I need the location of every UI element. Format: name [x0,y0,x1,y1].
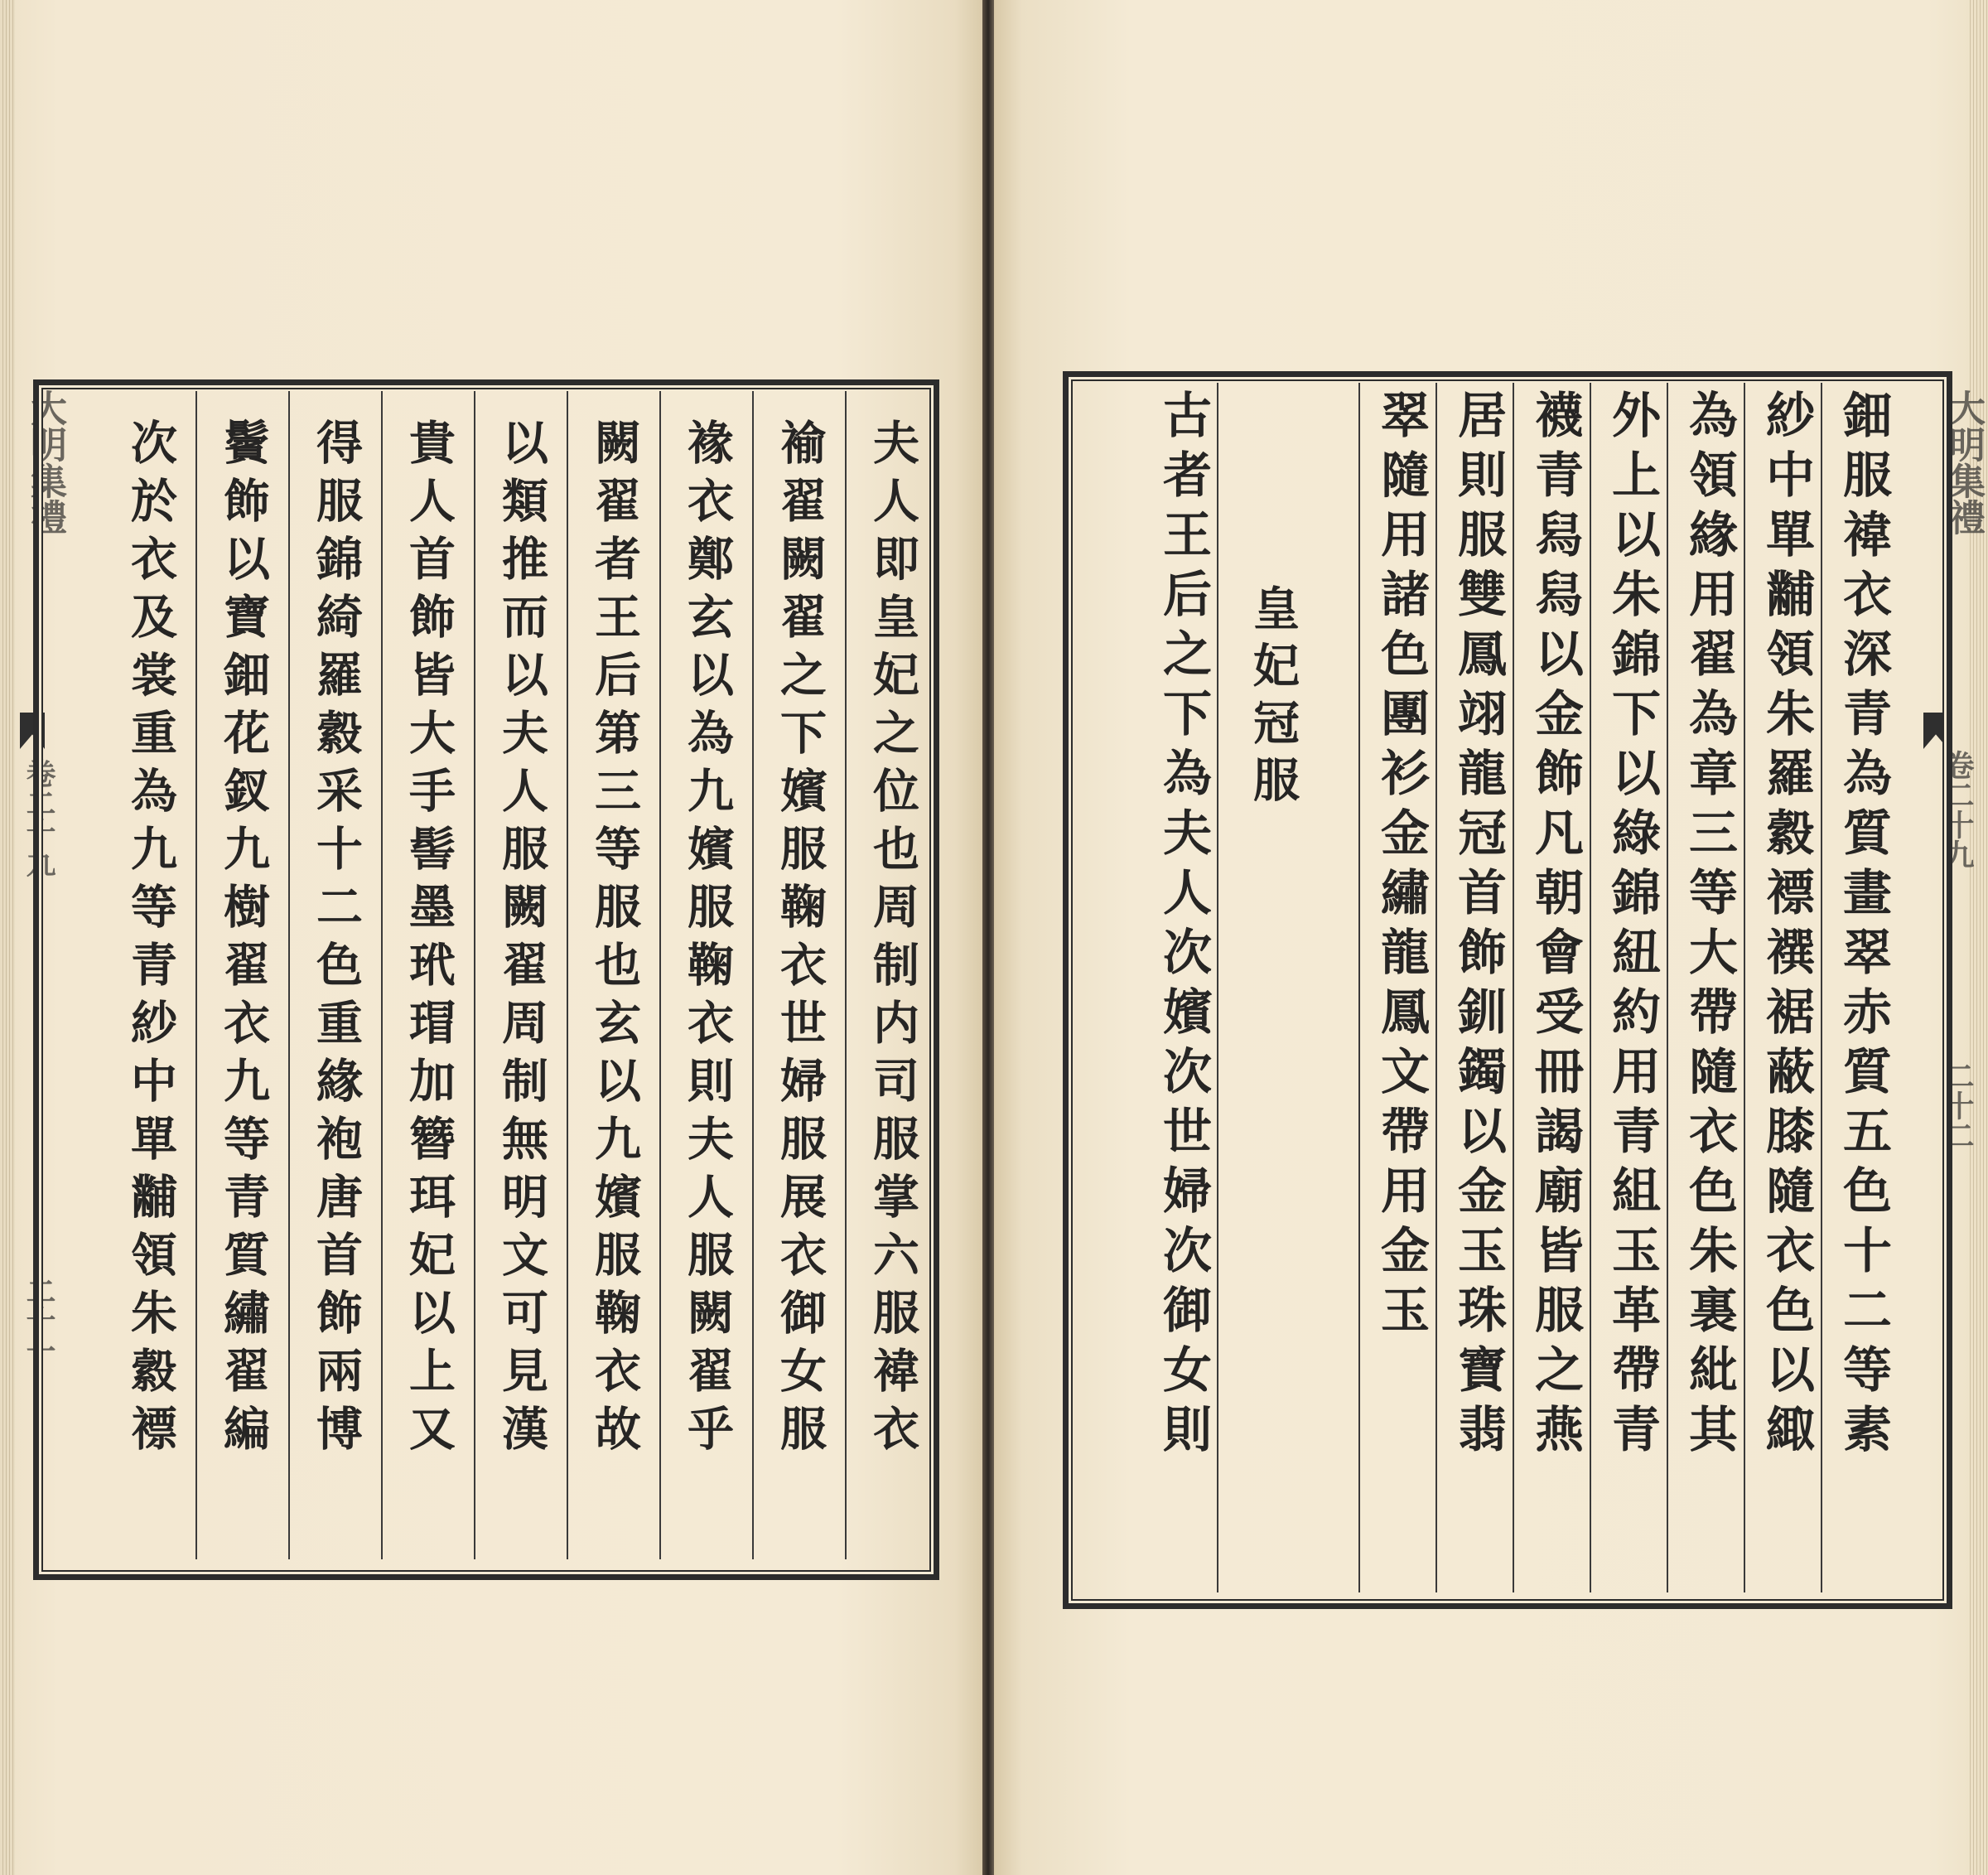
right-text-column: 鈿服褘衣深青為質畫翠赤質五色十二等素 [1835,389,1892,1463]
left-column-rule [288,391,290,1559]
left-column-rule [659,391,661,1559]
left-text-column: 次於衣及裳重為九等青紗中單黼領朱縠褾 [123,418,178,1462]
left-text-column: 褖衣鄭玄以為九嬪服鞠衣則夫人服闕翟乎 [680,418,735,1462]
right-text-column: 紗中單黼領朱羅縠褾襈裾蔽膝隨衣色以緅 [1758,389,1815,1463]
right-margin-volume: 卷二十九 [1940,750,1975,869]
right-column-rule [1217,383,1218,1592]
right-column-rule [1667,383,1668,1592]
left-page-stack-edge [0,0,15,1875]
right-text-column: 為領緣用翟為章三等大帶隨衣色朱裏紕其 [1681,389,1738,1463]
right-column-rule [1590,383,1591,1592]
left-text-column: 夫人即皇妃之位也周制内司服掌六服褘衣 [866,418,920,1462]
right-column-rule [1358,383,1360,1592]
right-margin-folio: 二十二 [1940,1061,1975,1150]
right-column-rule [1744,383,1745,1592]
left-text-column: 褕翟闕翟之下嬪服鞠衣世婦服展衣御女服 [773,418,828,1462]
left-column-rule [474,391,475,1559]
left-margin-folio: 二十一 [22,1276,56,1365]
left-text-column: 闕翟者王后第三等服也玄以九嬪服鞠衣故 [587,418,642,1462]
left-margin-title: 大明集禮 [24,389,66,535]
section-heading: 皇妃冠服 [1246,584,1300,813]
right-text-column: 翠隨用諸色團衫金繡龍鳳文帶用金玉 [1373,389,1430,1344]
right-text-column: 襪青舄舄以金飾凡朝會受冊謁廟皆服之燕 [1527,389,1584,1463]
left-column-rule [752,391,754,1559]
right-page-stack-edge [1970,0,1988,1875]
right-column-rule [1513,383,1514,1592]
left-column-rule [845,391,847,1559]
left-text-column: 得服錦綺羅縠采十二色重緣袍唐首飾兩博 [309,418,364,1462]
right-text-column: 外上以朱錦下以綠錦紐約用青組玉革帶青 [1604,389,1661,1463]
left-column-rule [567,391,568,1559]
right-text-column: 古者王后之下為夫人次嬪次世婦次御女則 [1155,389,1212,1463]
right-column-rule [1821,383,1822,1592]
right-margin-title: 大明集禮 [1942,389,1985,535]
left-text-column: 以類推而以夫人服闕翟周制無明文可見漢 [495,418,549,1462]
left-margin-volume: 卷二十九 [22,758,56,877]
left-column-rule [195,391,197,1559]
left-text-column: 貴人首飾皆大手髻墨玳瑁加簪珥妃以上又 [402,418,456,1462]
book-spine [982,0,994,1875]
right-column-rule [1436,383,1437,1592]
left-text-column: 鬢飾以寶鈿花釵九樹翟衣九等青質繡翟編 [216,418,271,1462]
left-column-rule [381,391,383,1559]
right-text-column: 居則服雙鳳翊龍冠首飾釧鐲以金玉珠寶翡 [1450,389,1507,1463]
